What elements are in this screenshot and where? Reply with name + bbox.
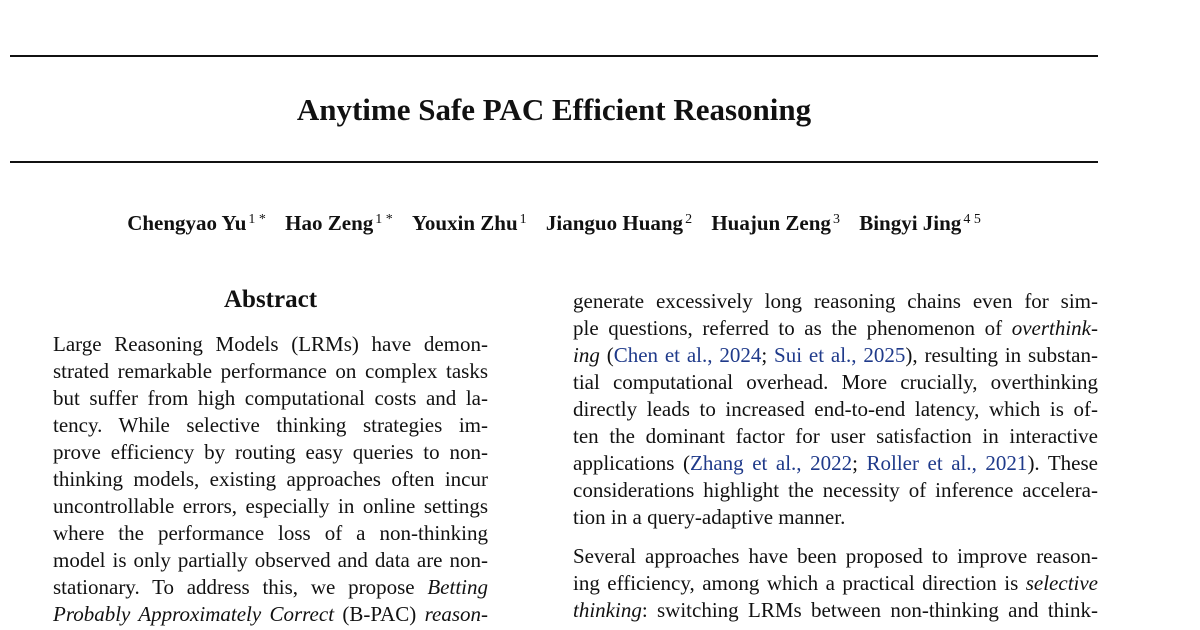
text-line: uncontrollable errors, especially in online settings [53,494,488,518]
text-line: stationary. To address this, we propose Betting [53,575,489,599]
text-line: generate excessively long reasoning chains even for sim- [573,289,1098,313]
author: Jianguo Huang $^2$ [545,211,693,235]
title-top-rule [10,55,1098,57]
intro-text [573,288,1098,624]
citation-link[interactable]: Zhang et al., 2022 [690,451,853,475]
author: Chengyao Yu $^{1 *}$ [127,211,266,235]
text-line: ple questions, referred to as the phenomenon of overthink- [573,316,1098,340]
text-line: thinking models, existing approaches often incur [53,467,488,491]
author: Huajun Zeng $^3$ [711,211,840,235]
abstract-heading: Abstract [223,286,318,313]
text-line: thinking: switching LRMs between non-thinking and think- [573,598,1098,622]
citation-link[interactable]: Roller et al., 2021 [866,451,1028,475]
author: Hao Zeng $^{1 *}$ [285,211,393,235]
paper-title: Anytime Safe PAC Efficient Reasoning [296,92,812,127]
text-line: directly leads to increased end-to-end latency, which is of- [573,397,1098,421]
citation-link[interactable]: Chen et al., 2024 [613,343,762,367]
text-line: ten the dominant factor for user satisfaction in interactive [573,424,1098,448]
text-line: prove efficiency by routing easy queries to non- [53,440,488,464]
title-bottom-rule [10,161,1098,163]
text-line: Probably Approximately Correct (B-PAC) reason- [53,602,489,626]
text-line: applications (Zhang et al., 2022; Roller et al., 2021). These [573,451,1098,475]
text-line: Large Reasoning Models (LRMs) have demon- [53,332,488,356]
abstract-text [53,331,488,628]
author: Bingyi Jing $^{4 5}$ [859,211,981,235]
text-line: ing (Chen et al., 2024; Sui et al., 2025), resulting in substan- [573,343,1098,367]
text-line: where the performance loss of a non-thinking [53,521,488,545]
paragraph-gap [573,531,1098,543]
text-line: tency. While selective thinking strategies im- [53,413,488,437]
text-line: strated remarkable performance on complex tasks [53,359,488,383]
citation-link[interactable]: Sui et al., 2025 [774,343,906,367]
text-line: ing efficiency, among which a practical direction is selective [573,571,1098,595]
author-list [0,208,1108,238]
text-line: tion in a query-adaptive manner. [573,505,846,529]
text-line: but suffer from high computational costs and la- [53,386,488,410]
text-line: considerations highlight the necessity of inference accelera- [573,478,1098,502]
text-line: tial computational overhead. More crucially, overthinking [573,370,1098,394]
text-line: model is only partially observed and data are non- [53,548,488,572]
author: Youxin Zhu $^1$ [412,211,527,235]
text-line: Several approaches have been proposed to improve reason- [573,544,1098,568]
